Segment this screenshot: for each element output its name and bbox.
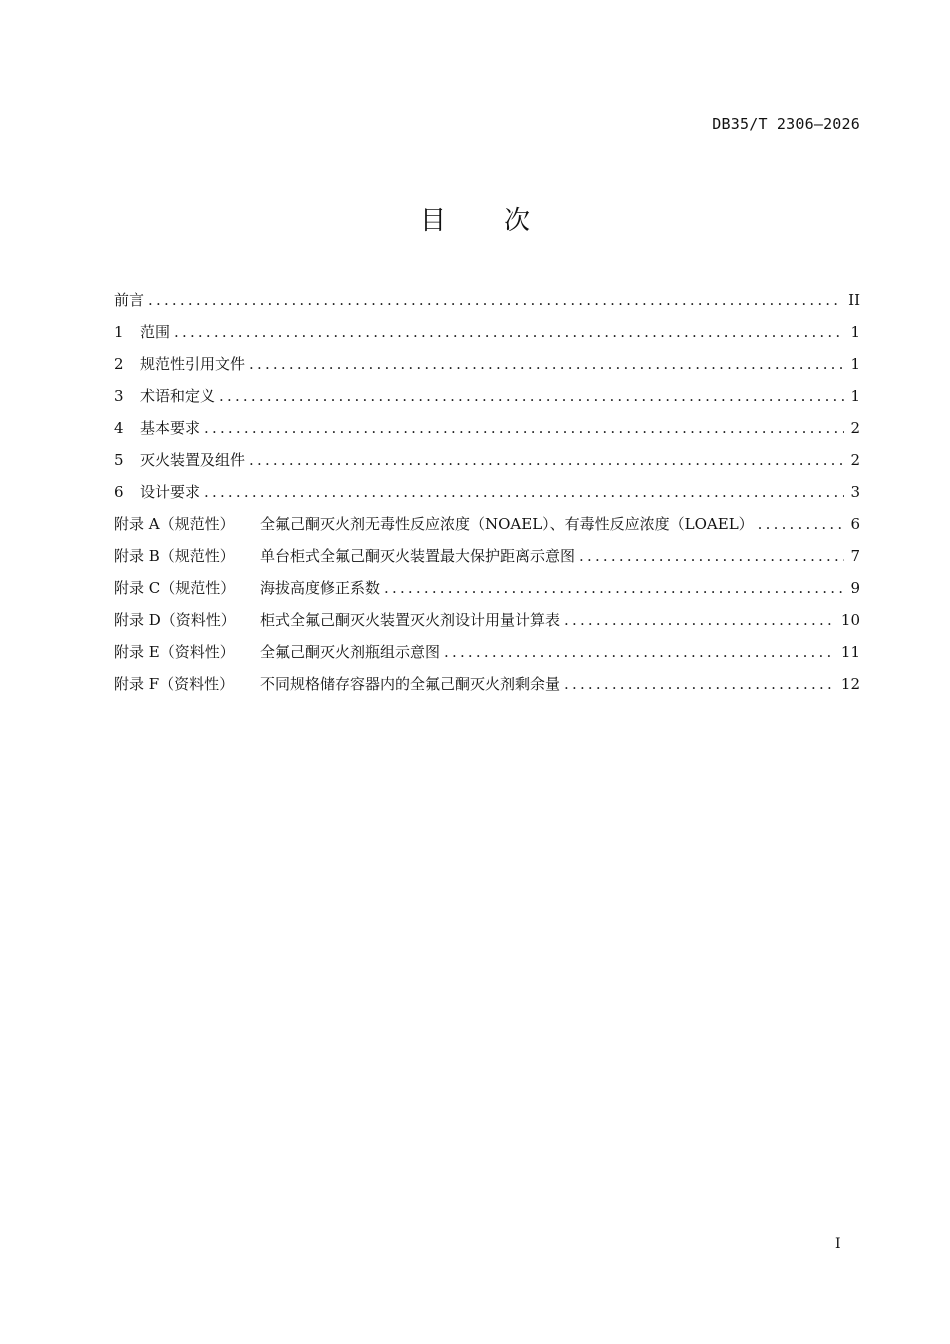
toc-leader-dots [219, 382, 844, 410]
toc-entry-number: 3 [114, 387, 124, 405]
toc-leader-dots [148, 286, 842, 314]
toc-entry-page: 7 [850, 547, 860, 565]
toc-leader-dots [564, 606, 835, 634]
toc-entry-number: 5 [114, 451, 124, 469]
toc-entry-number: 4 [114, 419, 124, 437]
toc-entry-appendix-a[interactable] [114, 510, 860, 542]
toc-entry-appendix-b[interactable] [114, 542, 860, 574]
toc-entry-page: 2 [850, 419, 860, 437]
toc-entry-page: 2 [850, 451, 860, 469]
toc-entry-section-3[interactable] [114, 382, 860, 414]
toc-entry-label: 规范性引用文件 [140, 355, 246, 373]
document-code: DB35/T 2306—2026 [712, 115, 860, 133]
toc-entry-label: 海拔高度修正系数 [260, 579, 381, 597]
toc-entry-appendix-e[interactable] [114, 638, 860, 670]
toc-entry-label: 范围 [140, 323, 171, 341]
toc-entry-label: 单台柜式全氟己酮灭火装置最大保护距离示意图 [260, 547, 576, 565]
toc-entry-appendix-d[interactable] [114, 606, 860, 638]
toc-leader-dots [249, 350, 844, 378]
toc-entry-label: 全氟己酮灭火剂瓶组示意图 [260, 643, 441, 661]
toc-entry-label: 术语和定义 [140, 387, 216, 405]
toc-leader-dots [204, 478, 844, 506]
toc-entry-number: 6 [114, 483, 124, 501]
toc-entry-label: 全氟己酮灭火剂无毒性反应浓度（NOAEL）、有毒性反应浓度（LOAEL） [260, 515, 754, 533]
toc-entry-page: 11 [840, 643, 860, 661]
toc-leader-dots [758, 510, 844, 538]
toc-entry-label: 不同规格储存容器内的全氟己酮灭火剂剩余量 [260, 675, 561, 693]
toc-title: 目次 [419, 206, 588, 236]
toc-entry-label: 前言 [114, 291, 145, 309]
toc-entry-label: 基本要求 [140, 419, 201, 437]
toc-entry-page: 1 [850, 323, 860, 341]
toc-entry-section-2[interactable] [114, 350, 860, 382]
toc-appendix-label: 附录 F（资料性） [114, 675, 235, 693]
toc-entry-number: 1 [114, 323, 124, 341]
toc-entry-page: II [848, 291, 860, 309]
toc-entry-appendix-f[interactable] [114, 670, 860, 702]
toc-entry-page: 3 [850, 483, 860, 501]
toc-entry-label: 柜式全氟己酮灭火装置灭火剂设计用量计算表 [260, 611, 561, 629]
toc-leader-dots [444, 638, 835, 666]
toc-leader-dots [204, 414, 844, 442]
toc-entry-page: 10 [840, 611, 860, 629]
toc-leader-dots [579, 542, 844, 570]
table-of-contents [114, 286, 860, 702]
toc-entry-page: 1 [850, 387, 860, 405]
toc-entry-number: 2 [114, 355, 124, 373]
toc-entry-foreword[interactable] [114, 286, 860, 318]
toc-entry-label: 灭火装置及组件 [140, 451, 246, 469]
toc-entry-page: 12 [840, 675, 860, 693]
toc-entry-appendix-c[interactable] [114, 574, 860, 606]
toc-entry-section-5[interactable] [114, 446, 860, 478]
toc-entry-label: 设计要求 [140, 483, 201, 501]
toc-leader-dots [564, 670, 835, 698]
toc-entry-section-4[interactable] [114, 414, 860, 446]
toc-entry-page: 1 [850, 355, 860, 373]
toc-entry-section-6[interactable] [114, 478, 860, 510]
toc-entry-page: 6 [850, 515, 860, 533]
toc-appendix-label: 附录 B（规范性） [114, 547, 235, 565]
toc-leader-dots [174, 318, 844, 346]
toc-leader-dots [249, 446, 844, 474]
toc-appendix-label: 附录 E（资料性） [114, 643, 235, 661]
toc-appendix-label: 附录 C（规范性） [114, 579, 236, 597]
toc-appendix-label: 附录 A（规范性） [114, 515, 235, 533]
page-number: I [835, 1236, 841, 1252]
toc-leader-dots [384, 574, 844, 602]
toc-entry-page: 9 [850, 579, 860, 597]
toc-appendix-label: 附录 D（资料性） [114, 611, 236, 629]
toc-entry-section-1[interactable] [114, 318, 860, 350]
